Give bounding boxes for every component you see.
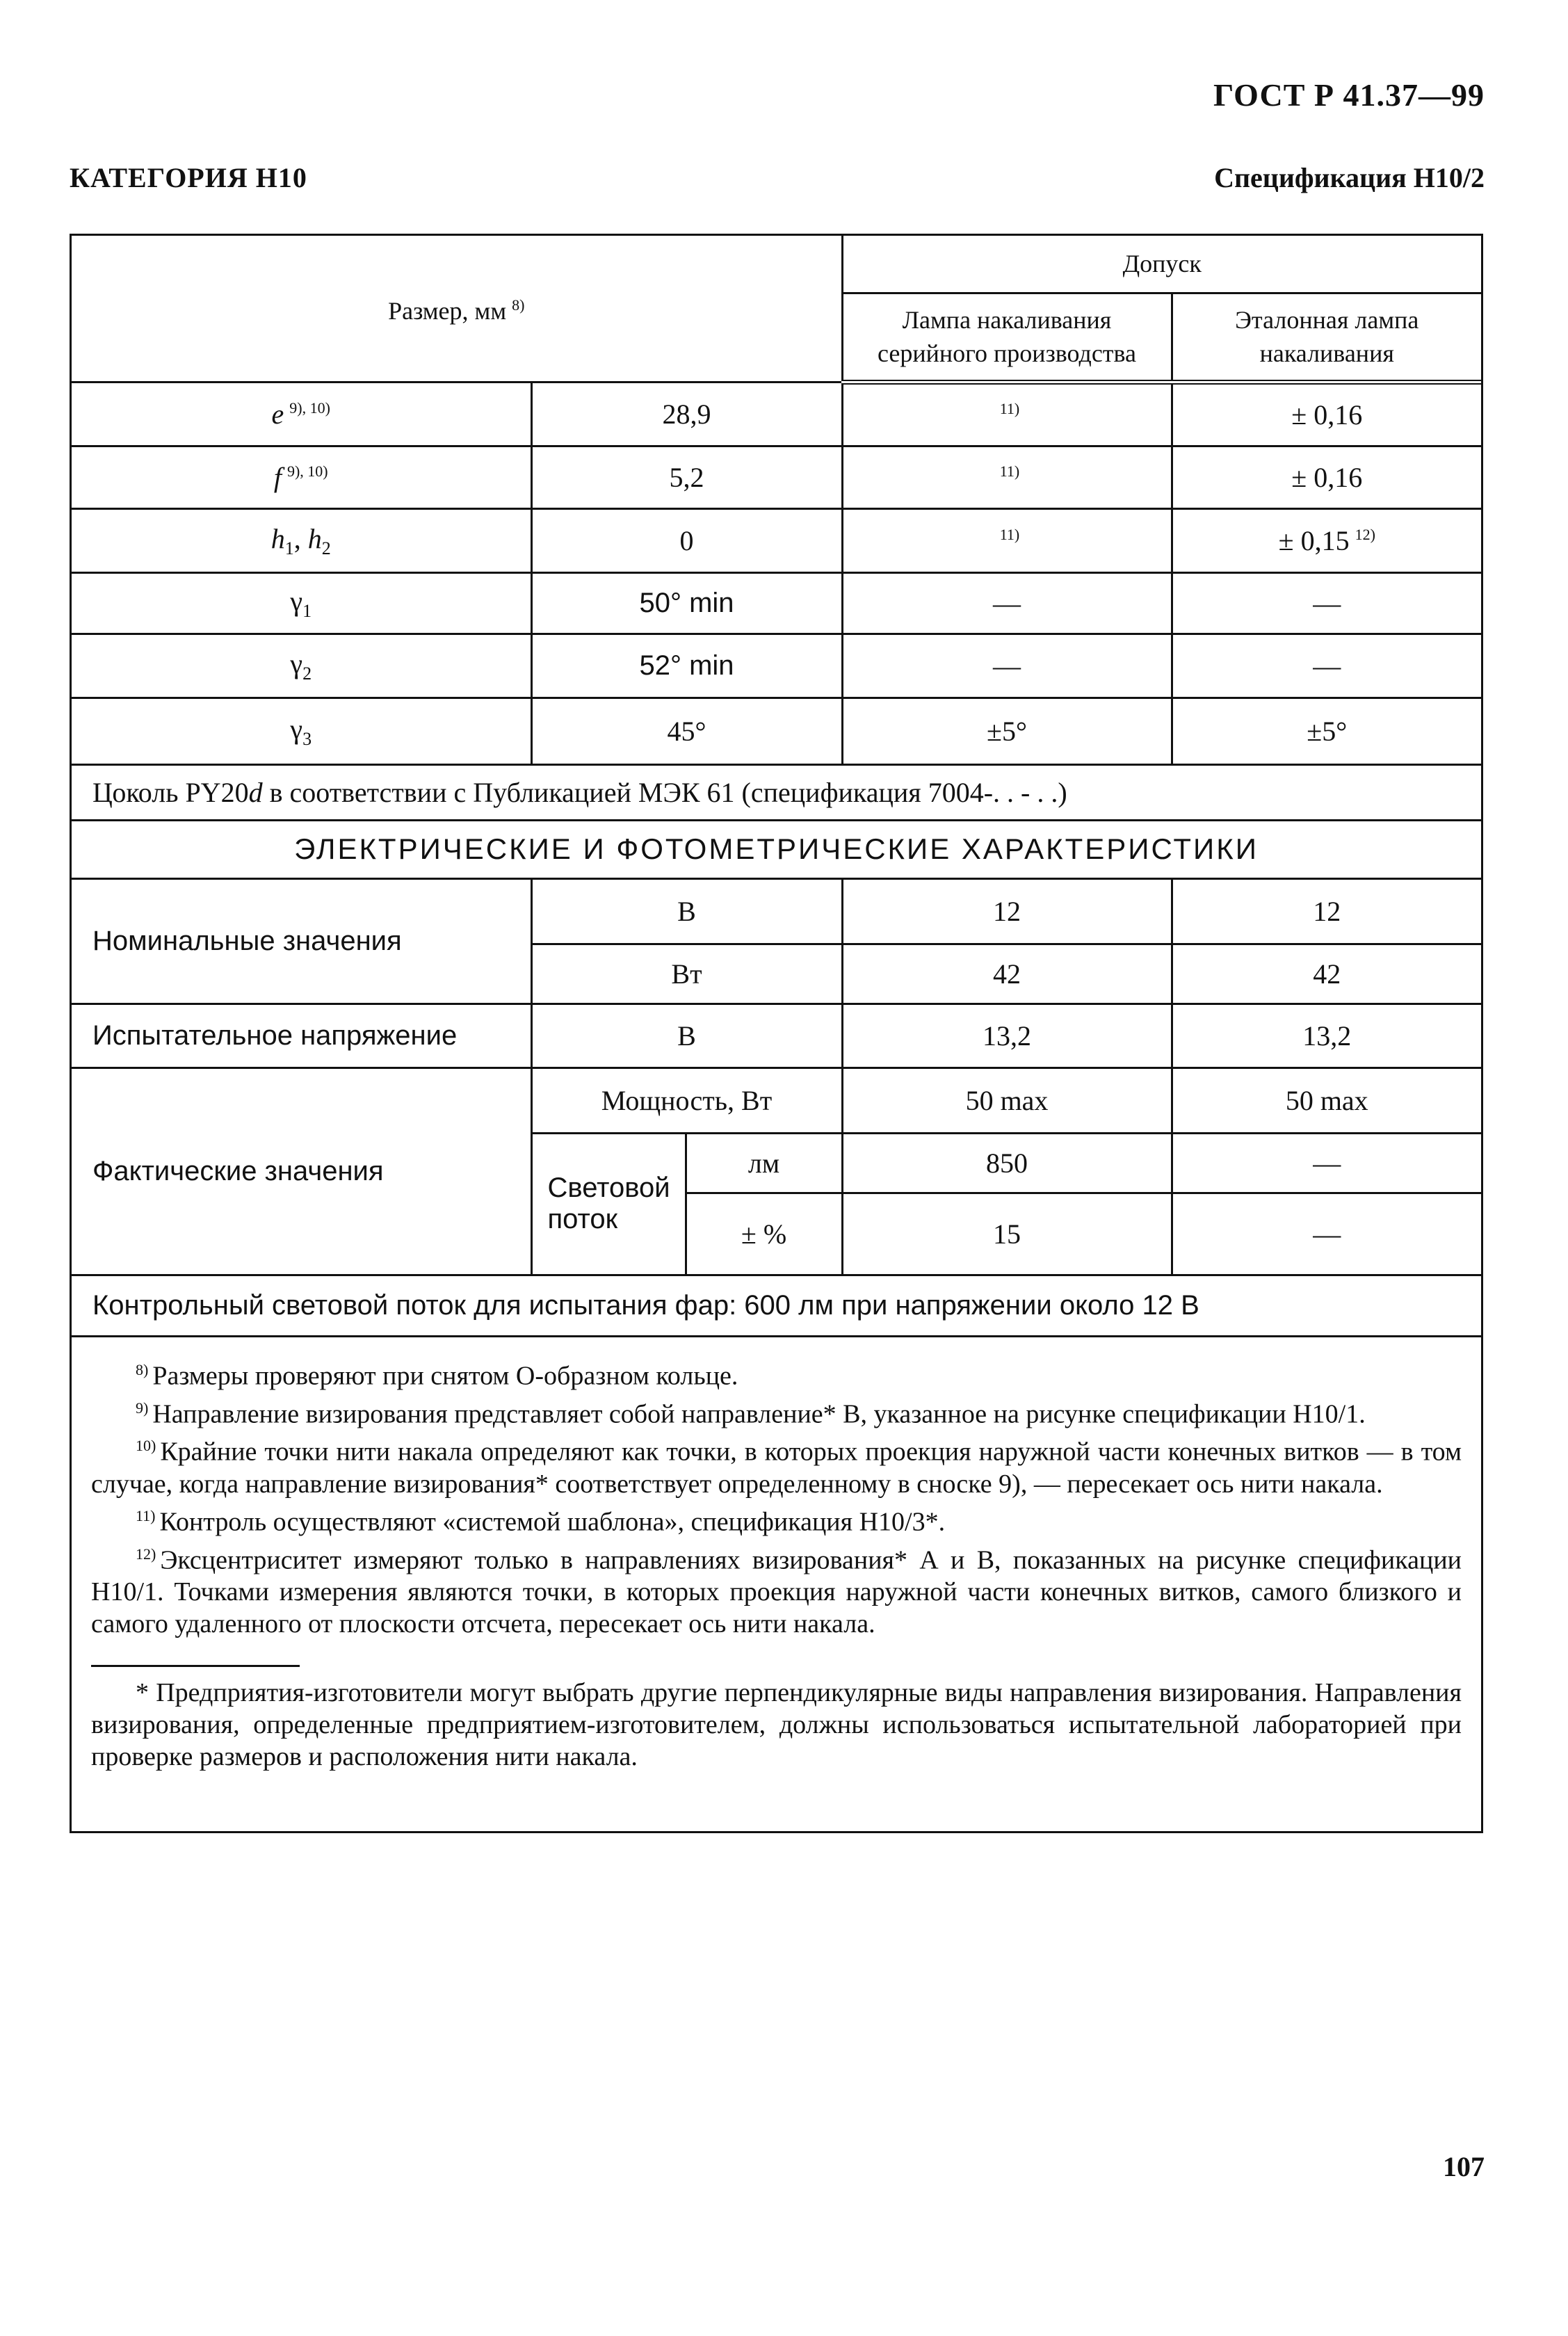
actual-power-row [72,1068,1481,1133]
power-label: Мощность, Вт [531,1068,842,1133]
reference-value: 12 [1172,878,1481,944]
specification-table [72,236,1481,1337]
dimension-name: $\gamma_2$ [72,634,531,698]
footnote-12: $^{12)}$ Эксцентриситет измеряют только в направлениях визирования* А и В, показанных на рисунке спецификации Н10/1. Точками измерения являются точки, в которых проекция наружной части конечных витков, самого близкого и самого удаленного от плоскости отсчета, пересекает ось нити накала. [91,1545,1462,1639]
specification-title: Спецификация Н10/2 [1214,162,1485,193]
dimension-name: $h_1$, $h_2$ [72,508,531,572]
footnote-9: $^{9)}$ Направление визирования представляет собой направление* В, указанное на рисунке спецификации Н10/1. [136,1399,1366,1429]
size-header [72,236,842,382]
serial-lamp-header: Лампа накаливания серийного производства [842,293,1172,382]
reference-tolerance: ±5° [1172,698,1481,764]
dimension-value: 5,2 [531,446,842,508]
reference-tolerance: — [1172,634,1481,698]
unit-label: Вт [531,944,842,1004]
dimension-name: e $^{9), 10)}$ [72,382,531,446]
serial-value: 12 [842,878,1172,944]
reference-value: 13,2 [1172,1004,1481,1068]
dimension-name: $\gamma_1$ [72,572,531,634]
reference-value: — [1172,1193,1481,1275]
serial-tolerance: 11) [842,382,1172,446]
nominal-values-label: Номинальные значения [72,878,531,1004]
dimension-value: 0 [531,508,842,572]
serial-value: 15 [842,1193,1172,1275]
specification-frame [70,234,1483,1833]
footnotes [72,1336,1481,1773]
control-flux-text: Контрольный световой поток для испытания фар: 600 лм при напряжении около 12 В [72,1275,1481,1336]
asterisk-note: * Предприятия-изготовители могут выбрать другие перпендикулярные виды направления визирования. Направления визирования, определенные предприятием-изготовителем, должны использоваться испытательной лабораторией при проверке размеров и расположения нити накала. [91,1678,1462,1772]
serial-tolerance: 11) [842,508,1172,572]
dimension-value: 28,9 [531,382,842,446]
dimension-name: $\gamma_3$ [72,698,531,764]
footnote-divider [91,1665,300,1667]
footnote-11: $^{11)}$ Контроль осуществляют «системой шаблона», спецификация Н10/3*. [136,1506,946,1537]
unit-label: лм [686,1133,842,1193]
serial-value: 13,2 [842,1004,1172,1068]
reference-value: 50 max [1172,1068,1481,1133]
test-voltage-label: Испытательное напряжение [72,1004,531,1068]
dimension-value: 50° min [531,572,842,634]
electrical-section-title: ЭЛЕКТРИЧЕСКИЕ И ФОТОМЕТРИЧЕСКИЕ ХАРАКТЕРИСТИКИ [72,820,1481,878]
reference-value: — [1172,1133,1481,1193]
reference-tolerance: — [1172,572,1481,634]
serial-tolerance: — [842,572,1172,634]
serial-value: 50 max [842,1068,1172,1133]
nominal-voltage-row [72,878,1481,944]
base-row [72,764,1481,820]
table-header-row [72,236,1481,293]
reference-tolerance: ± 0,15 $^{12)}$ [1172,508,1481,572]
tolerance-header: Допуск [842,236,1481,293]
reference-tolerance: ± 0,16 [1172,446,1481,508]
table-row [72,508,1481,572]
control-flux-row [72,1275,1481,1336]
reference-value: 42 [1172,944,1481,1004]
reference-tolerance: ± 0,16 [1172,382,1481,446]
serial-value: 42 [842,944,1172,1004]
unit-label: В [531,1004,842,1068]
table-row [72,446,1481,508]
luminous-flux-label: Световой поток [531,1133,686,1275]
test-voltage-row [72,1004,1481,1068]
footnote-10: $^{10)}$ Крайние точки нити накала определяют как точки, в которых проекция наружной части конечных витков — в том случае, когда направление визирования* соответствует определенному в сноске 9), — пересекает ось нити накала. [91,1437,1462,1499]
category-title: КАТЕГОРИЯ Н10 [70,162,307,193]
unit-label: В [531,878,842,944]
serial-tolerance: — [842,634,1172,698]
serial-tolerance: 11) [842,446,1172,508]
table-row [72,382,1481,446]
table-row [72,634,1481,698]
reference-lamp-header: Эталонная лампа накаливания [1172,293,1481,382]
page-number: 107 [1443,2151,1485,2182]
section-title-row [72,820,1481,878]
serial-value: 850 [842,1133,1172,1193]
unit-label: ± % [686,1193,842,1275]
table-row [72,698,1481,764]
actual-values-label: Фактические значения [72,1068,531,1275]
base-description: Цоколь PY20d в соответствии с Публикацией МЭК 61 (спецификация 7004-. . - . .) [72,764,1481,820]
size-header-footnote: 8) [512,296,525,314]
footnote-8: $^{8)}$ Размеры проверяют при снятом О-образном кольце. [136,1361,738,1391]
dimension-name: f $^{9), 10)}$ [72,446,531,508]
table-row [72,572,1481,634]
size-header-label: Размер, мм [388,297,507,325]
dimension-value: 52° min [531,634,842,698]
document-code: ГОСТ Р 41.37—99 [1213,77,1485,113]
dimension-value: 45° [531,698,842,764]
serial-tolerance: ±5° [842,698,1172,764]
